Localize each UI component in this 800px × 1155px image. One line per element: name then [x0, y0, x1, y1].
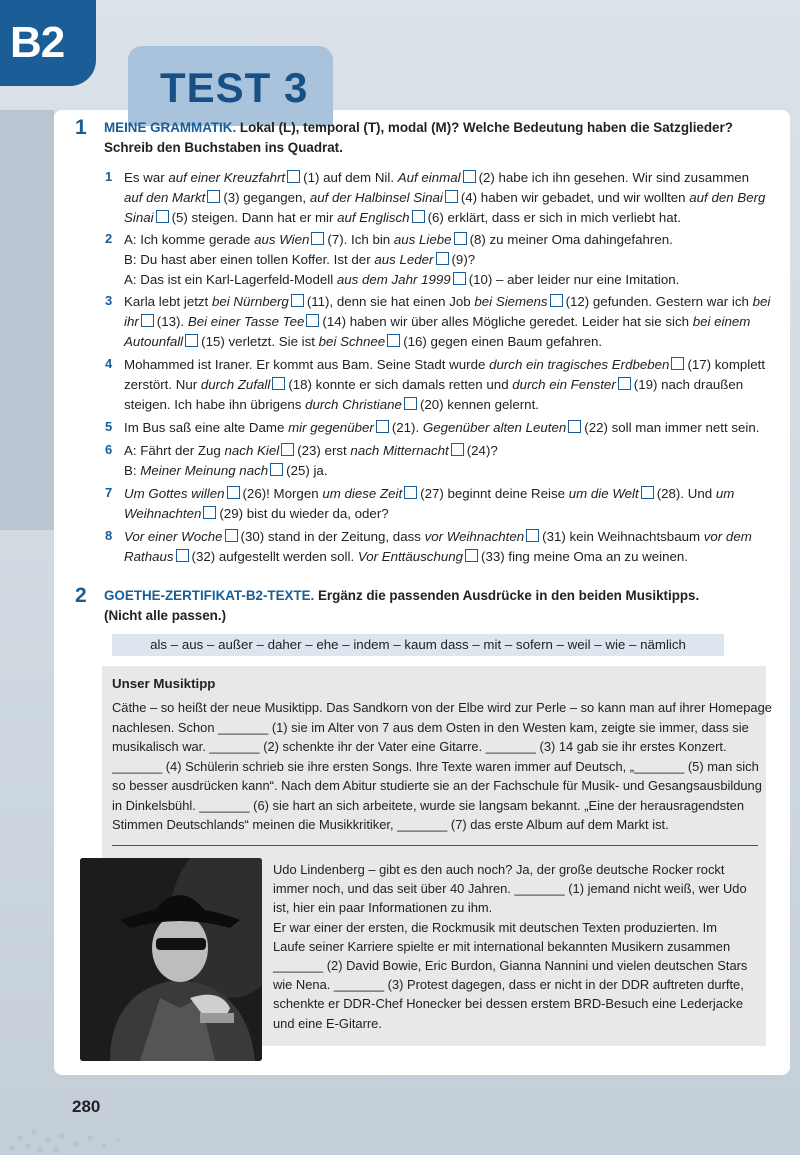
musiktipp-title: Unser Musiktipp — [112, 676, 216, 691]
item-line — [124, 312, 750, 332]
item-text: (27) beginnt deine Reise — [420, 486, 569, 501]
item-text: (23) erst — [297, 443, 351, 458]
answer-checkbox[interactable] — [618, 377, 631, 390]
item-line — [124, 547, 688, 567]
item-number: 6 — [105, 442, 113, 457]
item-text: (21). — [391, 420, 423, 435]
item-text: (20) kennen gelernt. — [419, 397, 539, 412]
phrase-text: um diese Zeit — [322, 486, 403, 501]
item-text: (31) kein Weihnachtsbaum — [542, 529, 704, 544]
answer-checkbox[interactable] — [207, 190, 220, 203]
answer-checkbox[interactable] — [291, 294, 304, 307]
level-badge — [0, 0, 96, 86]
phrase-text: bei Nürnberg — [211, 294, 289, 309]
answer-checkbox[interactable] — [671, 357, 684, 370]
answer-checkbox[interactable] — [141, 314, 154, 327]
side-tab-strip — [0, 110, 54, 530]
section-1-keyword: MEINE GRAMMATIK. — [104, 120, 237, 135]
phrase-text: Weihnachten — [124, 506, 202, 521]
phrase-text: Sinai — [124, 210, 154, 225]
level-badge-label: B2 — [10, 18, 65, 67]
phrase-text: um die Welt — [568, 486, 639, 501]
answer-checkbox[interactable] — [465, 549, 478, 562]
musiktipp-1-line: Cäthe – so heißt der neue Musiktipp. Das Sandkorn von der Elbe wird zur Perle – so kann man auf ihrer Homepage — [112, 700, 772, 715]
phrase-text: auf den Markt — [124, 190, 206, 205]
answer-checkbox[interactable] — [376, 420, 389, 433]
item-text: Mohammed ist Iraner. Er kommt aus Bam. Seine Stadt wurde — [124, 357, 490, 372]
item-text: (3) gegangen, — [223, 190, 310, 205]
musiktipp-2-line: und eine E-Gitarre. — [273, 1015, 382, 1031]
tips-divider — [112, 845, 758, 846]
answer-checkbox[interactable] — [281, 443, 294, 456]
phrase-text: durch Christiane — [305, 397, 402, 412]
item-text: (25) ja. — [286, 463, 328, 478]
item-number: 4 — [105, 356, 113, 371]
answer-checkbox[interactable] — [550, 294, 563, 307]
section-2-heading-line2: (Nicht alle passen.) — [104, 608, 227, 623]
answer-checkbox[interactable] — [412, 210, 425, 223]
phrase-text: vor Weihnachten — [424, 529, 525, 544]
section-2-number: 2 — [75, 584, 87, 607]
phrase-text: nach Kiel — [224, 443, 280, 458]
phrase-text: Um Gottes willen — [124, 486, 225, 501]
phrase-text: Vor einer Woche — [124, 529, 223, 544]
phrase-text: bei Siemens — [474, 294, 548, 309]
answer-checkbox[interactable] — [463, 170, 476, 183]
item-text: (16) gegen einen Baum gefahren. — [403, 334, 603, 349]
item-text: (18) konnte er sich damals retten und — [288, 377, 513, 392]
item-text: (22) soll man immer nett sein. — [584, 420, 760, 435]
phrase-text: Autounfall — [124, 334, 184, 349]
phrase-text: ihr — [124, 314, 139, 329]
item-number: 7 — [105, 485, 113, 500]
item-number: 3 — [105, 293, 113, 308]
item-line — [124, 504, 389, 524]
answer-checkbox[interactable] — [526, 529, 539, 542]
phrase-text: bei Schnee — [318, 334, 386, 349]
phrase-text: Bei einer Tasse Tee — [187, 314, 305, 329]
musiktipp-1-line: in Dinkelsbühl. _______ (6) sie hart an sich arbeitete, wurde sie langsam bekannt. „Eine der herausragendsten — [112, 797, 745, 813]
item-number: 1 — [105, 169, 113, 184]
item-text: (5) steigen. Dann hat er mir — [171, 210, 338, 225]
item-text: B: Du hast aber einen tollen Koffer. Ist der — [124, 252, 375, 267]
item-text: (19) nach draußen — [633, 377, 744, 392]
answer-checkbox[interactable] — [568, 420, 581, 433]
item-text: (24)? — [466, 443, 498, 458]
item-line — [124, 250, 475, 270]
phrase-text: bei — [752, 294, 771, 309]
answer-checkbox[interactable] — [225, 529, 238, 542]
answer-checkbox[interactable] — [404, 397, 417, 410]
item-text: (14) haben wir über alles Mögliche geredet. Leider hat sie sich — [322, 314, 693, 329]
phrase-text: auf Englisch — [337, 210, 410, 225]
item-text: (1) auf dem Nil. — [303, 170, 398, 185]
phrase-text: durch ein tragisches Erdbeben — [489, 357, 670, 372]
item-text: (17) komplett — [687, 357, 766, 372]
item-text: (13). — [156, 314, 188, 329]
item-line — [124, 292, 770, 312]
item-text: (30) stand in der Zeitung, dass — [240, 529, 425, 544]
item-line — [124, 355, 765, 375]
section-1-heading-line2: Schreib den Buchstaben ins Quadrat. — [104, 140, 343, 155]
portrait-graphic — [80, 858, 262, 1061]
phrase-text: Rathaus — [124, 549, 174, 564]
item-line — [124, 375, 743, 395]
musiktipp-2-line: immer noch, und das seit über 40 Jahren. _______ (1) jemand nicht weiß, wer Udo — [273, 881, 747, 897]
section-1-number: 1 — [75, 116, 87, 139]
section-1-heading-text: Lokal (L), temporal (T), modal (M)? Welche Bedeutung haben die Satzglieder? — [236, 120, 733, 135]
item-text: Es war — [124, 170, 169, 185]
word-bank-text: als – aus – außer – daher – ehe – indem – kaum dass – mit – sofern – weil – wie – nämlich — [150, 637, 686, 652]
answer-checkbox[interactable] — [311, 232, 324, 245]
musiktipp-2-line: schenkte er DDR-Chef Honecker bei dessen erstem BRD-Besuch eine Lederjacke — [273, 996, 744, 1012]
item-text: (12) gefunden. Gestern war ich — [565, 294, 753, 309]
phrase-text: bei einem — [692, 314, 751, 329]
answer-checkbox[interactable] — [453, 272, 466, 285]
answer-checkbox[interactable] — [404, 486, 417, 499]
answer-checkbox[interactable] — [185, 334, 198, 347]
item-text: (7). Ich bin — [327, 232, 394, 247]
phrase-text: aus Wien — [254, 232, 310, 247]
test-title: TEST 3 — [160, 64, 309, 111]
phrase-text: aus Leder — [374, 252, 434, 267]
phrase-text: auf der Halbinsel Sinai — [309, 190, 443, 205]
item-text: (2) habe ich ihn gesehen. Wir sind zusammen — [478, 170, 750, 185]
musiktipp-1-line: _______ (4) Schülerin schrieb sie ihre ersten Songs. Ihre Texte waren immer auf Deutsch, „_______ (5) man sich — [112, 758, 759, 774]
section-2-keyword: GOETHE-ZERTIFIKAT-B2-TEXTE. — [104, 588, 315, 603]
item-text: (26)! Morgen — [242, 486, 323, 501]
phrase-text: um — [715, 486, 735, 501]
udo-lindenberg-photo — [80, 858, 262, 1061]
phrase-text: Meiner Meinung nach — [140, 463, 269, 478]
item-text: Karla lebt jetzt — [124, 294, 212, 309]
phrase-text: Gegenüber alten Leuten — [422, 420, 567, 435]
item-number: 5 — [105, 419, 113, 434]
musiktipp-2-line: ist, hier ein paar Informationen zu ihm. — [273, 900, 493, 916]
item-text: (15) verletzt. Sie ist — [201, 334, 319, 349]
answer-checkbox[interactable] — [203, 506, 216, 519]
answer-checkbox[interactable] — [156, 210, 169, 223]
item-line — [124, 208, 681, 228]
section-2-heading-text: Ergänz die passenden Ausdrücke in den beiden Musiktipps. — [314, 588, 700, 603]
item-number: 8 — [105, 528, 113, 543]
answer-checkbox[interactable] — [387, 334, 400, 347]
phrase-text: nach Mitternacht — [350, 443, 449, 458]
page-number: 280 — [72, 1097, 101, 1116]
section-2-heading — [104, 586, 699, 626]
item-text: (33) fing meine Oma an zu weinen. — [481, 549, 688, 564]
item-line — [124, 418, 759, 438]
item-text: (4) haben wir gebadet, und wir wollten — [460, 190, 690, 205]
item-text: zerstört. Nur — [124, 377, 201, 392]
musiktipp-1-line: musikalisch war. _______ (2) schenkte ihr der Vater eine Gitarre. _______ (3) 14 gab sie ihr erstes Konzert. — [112, 739, 727, 754]
phrase-text: Vor Enttäuschung — [357, 549, 464, 564]
answer-checkbox[interactable] — [272, 377, 285, 390]
item-line — [124, 461, 328, 481]
musiktipp-2-line: Udo Lindenberg – gibt es den auch noch? Ja, der große deutsche Rocker rockt — [273, 862, 725, 877]
item-text: (11), denn sie hat einen Job — [306, 294, 475, 309]
musiktipp-1-line: so besser ausdrücken kann“. Nach dem Abitur studierte sie an der Fachschule für Musik- und Gesangsausbildung — [112, 778, 762, 793]
musiktipp-2-line: wie Nena. _______ (3) Protest dagegen, dass er nicht in der DDR auftreten durfte, — [273, 977, 744, 993]
musiktipp-1-line: nachlesen. Schon _______ (1) sie im Alter von 7 aus dem Osten in den Westen kam, zeigte sie immer, dass sie — [112, 719, 749, 735]
item-text: (8) zu meiner Oma dahingefahren. — [469, 232, 673, 247]
item-text: steigen. Ich habe ihn übrigens — [124, 397, 306, 412]
phrase-text: durch Zufall — [200, 377, 271, 392]
item-text: (6) erklärt, dass er sich in mich verliebt hat. — [427, 210, 682, 225]
phrase-text: aus dem Jahr 1999 — [336, 272, 451, 287]
musiktipp-2-line: Laufe seiner Karriere spielte er mit international bekannten Musikern zusammen — [273, 938, 731, 954]
phrase-text: auf einer Kreuzfahrt — [168, 170, 286, 185]
item-line — [124, 441, 498, 461]
answer-checkbox[interactable] — [436, 252, 449, 265]
item-line — [124, 332, 602, 352]
item-line — [124, 168, 749, 188]
item-text: A: Ich komme gerade — [124, 232, 255, 247]
phrase-text: auf den Berg — [689, 190, 766, 205]
item-line — [124, 527, 752, 547]
word-bank — [112, 634, 724, 656]
answer-checkbox[interactable] — [454, 232, 467, 245]
musiktipp-2-line: Er war einer der ersten, die Rockmusik mit deutschen Texten produzierten. Im — [273, 919, 717, 935]
item-text: (10) – aber leider nur eine Imitation. — [468, 272, 680, 287]
item-line — [124, 230, 673, 250]
item-text: A: Das ist ein Karl-Lagerfeld-Modell — [124, 272, 337, 287]
answer-checkbox[interactable] — [287, 170, 300, 183]
item-text: B: — [124, 463, 141, 478]
answer-checkbox[interactable] — [641, 486, 654, 499]
answer-checkbox[interactable] — [176, 549, 189, 562]
item-text: (28). Und — [656, 486, 716, 501]
item-text: (29) bist du wieder da, oder? — [219, 506, 389, 521]
answer-checkbox[interactable] — [451, 443, 464, 456]
item-text: A: Fährt der Zug — [124, 443, 225, 458]
answer-checkbox[interactable] — [270, 463, 283, 476]
phrase-text: durch ein Fenster — [512, 377, 616, 392]
phrase-text: vor dem — [703, 529, 752, 544]
phrase-text: Auf einmal — [397, 170, 461, 185]
item-text: Im Bus saß eine alte Dame — [124, 420, 289, 435]
phrase-text: aus Liebe — [393, 232, 452, 247]
musiktipp-1-line: Stimmen Deutschlands“ meinen die Musikkritiker, _______ (7) das erste Album auf dem Markt ist. — [112, 817, 669, 832]
item-line — [124, 270, 679, 290]
answer-checkbox[interactable] — [445, 190, 458, 203]
item-text: (9)? — [451, 252, 476, 267]
item-line — [124, 395, 539, 415]
musiktipp-2-line: _______ (2) David Bowie, Eric Burdon, Gianna Nannini und vielen deutschen Stars — [273, 958, 748, 973]
phrase-text: mir gegenüber — [288, 420, 374, 435]
item-number: 2 — [105, 231, 113, 246]
item-text: (32) aufgestellt werden soll. — [191, 549, 358, 564]
decorative-dots — [0, 1080, 160, 1155]
answer-checkbox[interactable] — [306, 314, 319, 327]
section-1-heading — [104, 118, 733, 158]
answer-checkbox[interactable] — [227, 486, 240, 499]
item-line — [124, 484, 734, 504]
item-line — [124, 188, 765, 208]
